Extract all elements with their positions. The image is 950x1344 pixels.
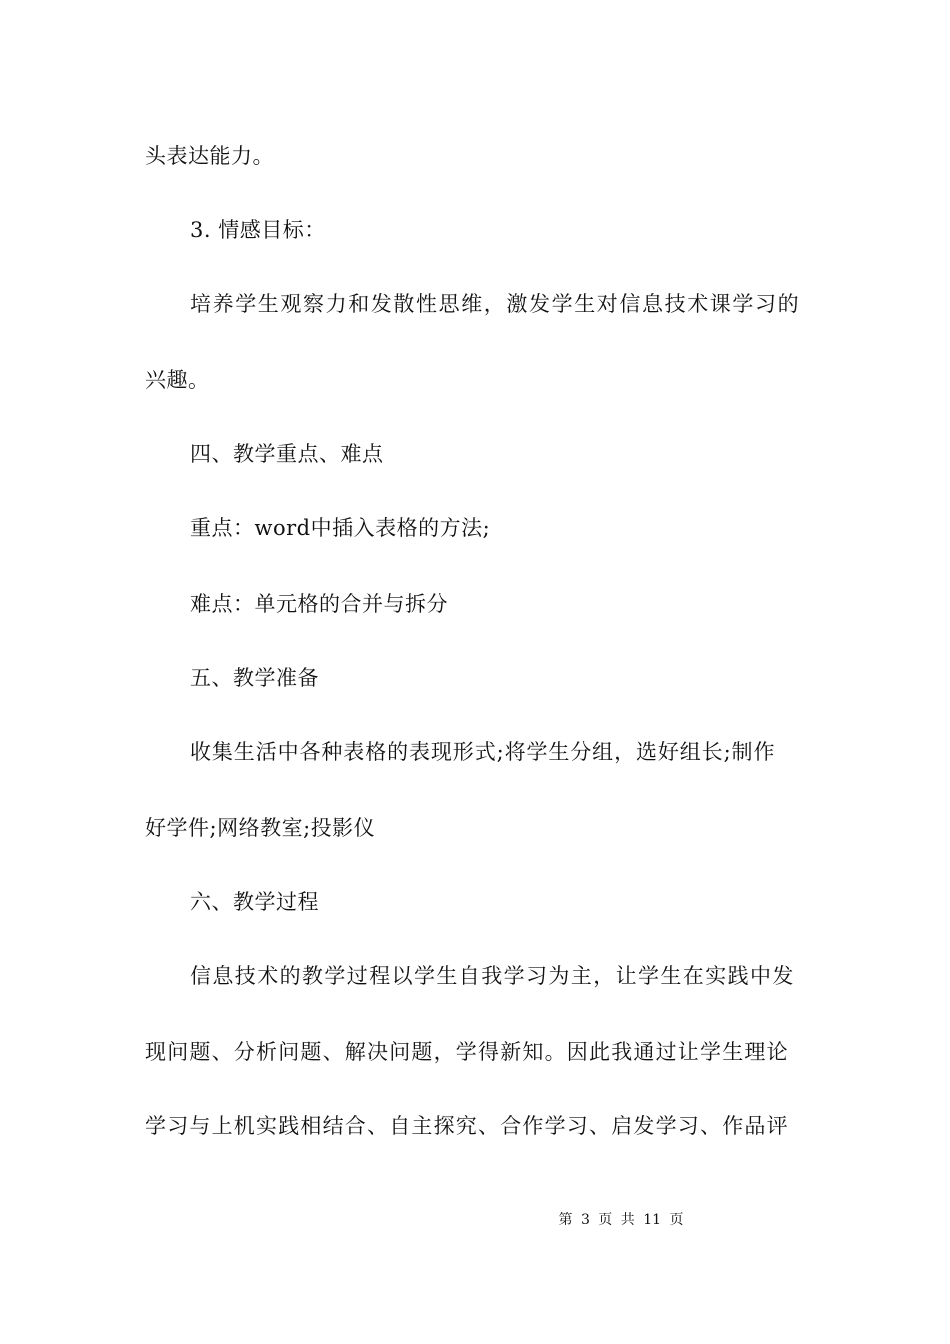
paragraph-line: 重点：word中插入表格的方法;: [190, 516, 491, 540]
paragraph-line: 信息技术的教学过程以学生自我学习为主，让学生在实践中发: [190, 964, 795, 988]
paragraph-line: 兴趣。: [145, 368, 210, 392]
paragraph-line: 头表达能力。: [145, 144, 274, 168]
section-heading: 五、教学准备: [190, 666, 319, 690]
page-number-footer: 第 3 页 共 11 页: [558, 1212, 684, 1228]
paragraph-line: 现问题、分析问题、解决问题，学得新知。因此我通过让学生理论: [145, 1040, 789, 1064]
paragraph-line: 收集生活中各种表格的表现形式;将学生分组，选好组长;制作: [190, 740, 776, 764]
section-heading: 六、教学过程: [190, 890, 319, 914]
paragraph-line: 难点：单元格的合并与拆分: [190, 592, 448, 616]
paragraph-line: 好学件;网络教室;投影仪: [145, 816, 376, 840]
section-heading: 3. 情感目标：: [190, 218, 326, 242]
section-heading: 四、教学重点、难点: [190, 442, 384, 466]
paragraph-line: 学习与上机实践相结合、自主探究、合作学习、启发学习、作品评: [145, 1114, 789, 1138]
paragraph-line: 培养学生观察力和发散性思维，激发学生对信息技术课学习的: [190, 292, 801, 316]
